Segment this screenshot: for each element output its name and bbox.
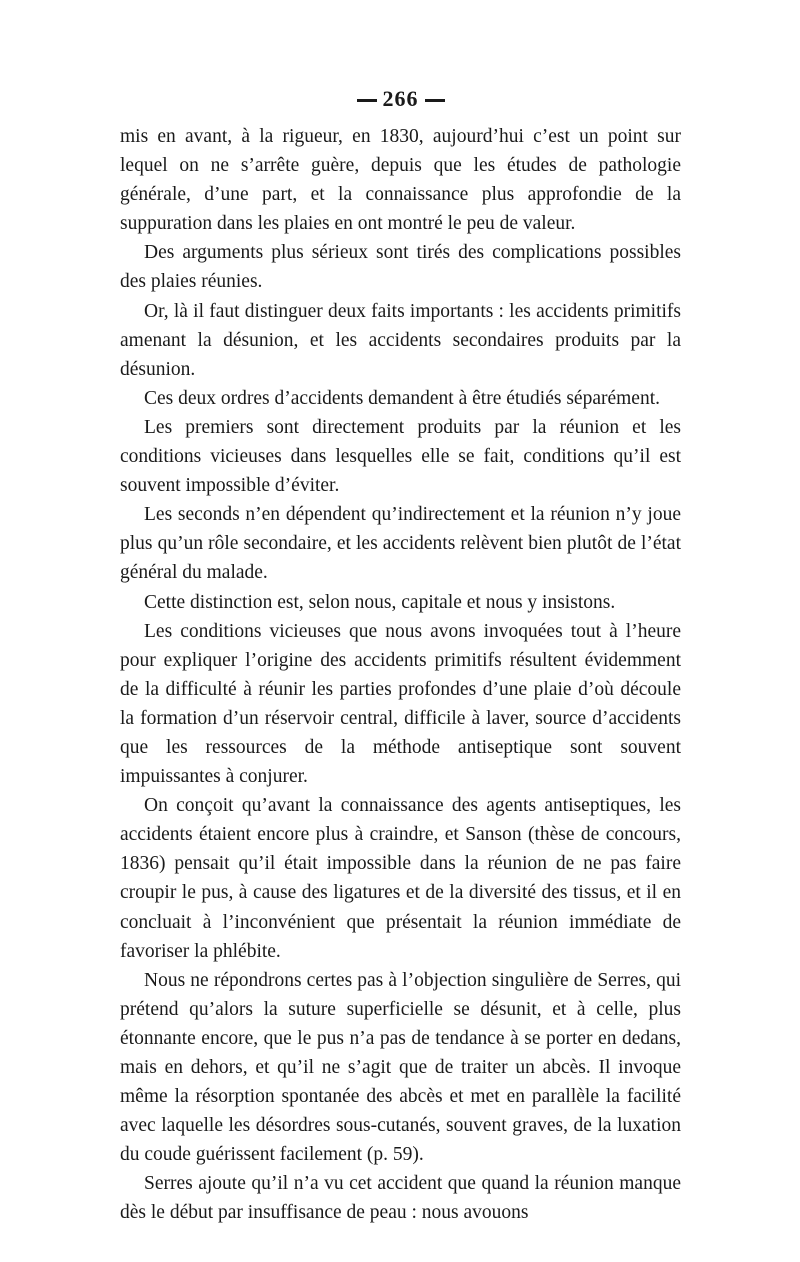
paragraph-premiers: Les premiers sont directement produits par la réunion et les conditions vicieuses dans lesquelles elle se fait, conditions qu’il est souvent impossible d’éviter. xyxy=(120,416,681,497)
page-number xyxy=(120,82,681,116)
paragraph-distinction-faits: Or, là il faut distinguer deux faits importants : les accidents primitifs amenant la désunion, et les accidents secondaires produits par la désunion. xyxy=(120,300,681,380)
paragraph-capitale: Cette distinction est, selon nous, capitale et nous y insistons. xyxy=(144,591,616,613)
page-number-dash-right xyxy=(425,99,445,102)
paragraph-continuation: mis en avant, à la rigueur, en 1830, aujourd’hui c’est un point sur lequel on ne s’arrête guère, depuis que les études de pathologie générale, d’une part, et la connaissance plus approfondie de la suppuration dans les plaies en ont montré le peu de valeur. xyxy=(120,126,681,235)
paragraph-sanson: On conçoit qu’avant la connaissance des agents antiseptiques, les accidents étaient encore plus à craindre, et Sanson (thèse de concours, 1836) pensait qu’il était impossible dans la réunion de ne pas faire croupir le pus, à cause des ligatures et de la diversité des tissus, et il en concluait à l’inconvénient que présentait la réunion immédiate de favoriser la phlébite. xyxy=(120,795,681,962)
paragraph-seconds: Les seconds n’en dépendent qu’indirectement et la réunion n’y joue plus qu’un rôle secondaire, et les accidents relèvent bien plutôt de l’état général du malade. xyxy=(120,504,681,584)
paragraph-deux-ordres: Ces deux ordres d’accidents demandent à être étudiés séparément. xyxy=(144,387,660,409)
paragraph-arguments: Des arguments plus sérieux sont tirés des complications possibles des plaies réunies. xyxy=(120,242,681,293)
paragraph-conditions-vicieuses: Les conditions vicieuses que nous avons invoquées tout à l’heure pour expliquer l’origine des accidents primitifs résultent évidemment de la difficulté à réunir les parties profondes d’une plaie d’où découle la formation d’un réservoir central, difficile à laver, source d’accidents que les ressources de la méthode antiseptique sont souvent impuissantes à conjurer. xyxy=(120,620,681,788)
paragraph-serres-ajoute: Serres ajoute qu’il n’a vu cet accident que quand la réunion manque dès le début par insuffisance de peau : nous avouons xyxy=(120,1173,681,1224)
page-number-value: 266 xyxy=(382,86,419,111)
page-number-dash-left xyxy=(357,99,377,102)
book-page xyxy=(120,82,681,1228)
paragraph-serres-objection: Nous ne répondrons certes pas à l’objection singulière de Serres, qui prétend qu’alors la suture superficielle se désunit, et à celle, plus étonnante encore, que le pus n’a pas de tendance à se porter en dedans, mais en dehors, et qu’il ne s’agit que de traiter un abcès. Il invoque même la résorption spontanée des abcès et met en parallèle la facilité avec laquelle les désordres sous-cutanés, souvent graves, de la luxation du coude guérissent facilement (p. 59). xyxy=(120,969,681,1166)
